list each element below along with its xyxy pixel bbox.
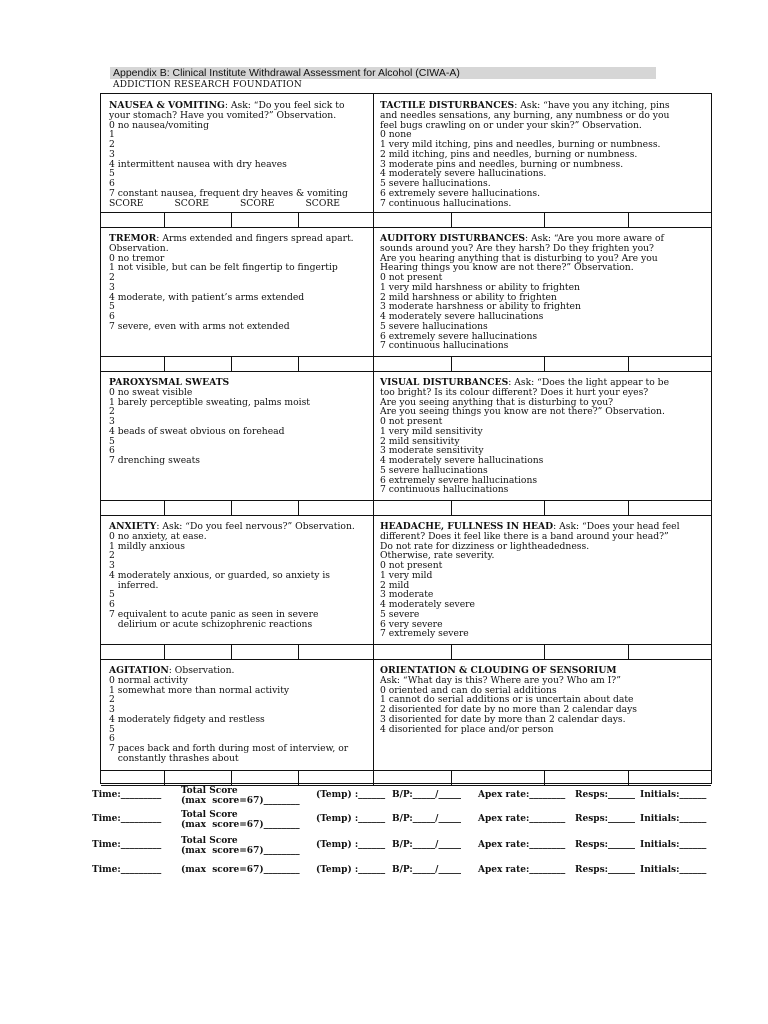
- score-box-divider: [298, 771, 299, 785]
- score-box-divider: [298, 213, 299, 227]
- score-label: SCORE: [305, 197, 340, 209]
- vitals-resps: Resps:______: [575, 790, 635, 800]
- item-line: delirium or acute schizophrenic reactions: [109, 618, 313, 630]
- item-line: 1 very mild itching, pins and needles, burning or numbness.: [380, 139, 661, 150]
- item-line: 7 drenching sweats: [109, 455, 201, 466]
- vitals-time: Time:_________: [92, 790, 162, 800]
- vitals-total-score-2: (max score=67)________: [181, 796, 300, 806]
- item-line: 6: [109, 445, 115, 457]
- item-line: 7 extremely severe: [380, 628, 469, 640]
- score-box-divider: [628, 357, 629, 371]
- item-heading: AGITATION: [109, 665, 169, 676]
- item-heading: NAUSEA & VOMITING: [109, 100, 225, 111]
- score-box-divider: [231, 771, 232, 785]
- item-left-1: [109, 234, 371, 332]
- score-entry-row: [101, 770, 711, 786]
- item-line: 4 moderately severe hallucinations: [380, 455, 544, 466]
- item-line: HEADACHE, FULLNESS IN HEAD: Ask: “Does your head feel: [380, 521, 680, 532]
- item-right-4: [380, 666, 708, 734]
- vitals-resps: Resps:______: [575, 814, 635, 824]
- score-label: SCORE: [174, 197, 209, 209]
- score-box-divider: [628, 501, 629, 515]
- vitals-row: [92, 861, 712, 883]
- item-left-3: [109, 522, 371, 629]
- vitals-total-score-1: Total Score: [181, 786, 238, 796]
- score-box-divider: [628, 771, 629, 785]
- item-line: 5 severe hallucinations.: [380, 178, 491, 189]
- score-entry-row: [101, 212, 711, 228]
- item-line: sounds around you? Are they harsh? Do they frighten you?: [380, 242, 654, 254]
- item-line: 3: [109, 416, 115, 427]
- item-line: VISUAL DISTURBANCES: Ask: “Does the light appear to be: [380, 377, 670, 388]
- score-box-divider: [373, 771, 374, 785]
- item-line: 5: [109, 301, 115, 313]
- item-line: 0 no sweat visible: [109, 386, 193, 398]
- item-line: feel bugs crawling on or under your skin?” Observation.: [380, 119, 642, 131]
- item-line: 6: [109, 311, 115, 322]
- score-box-divider: [373, 357, 374, 371]
- score-box-divider: [298, 501, 299, 515]
- vitals-initials: Initials:______: [640, 814, 707, 824]
- score-box-divider: [231, 501, 232, 515]
- vitals-row: [92, 786, 712, 808]
- item-line: 6 extremely severe hallucinations.: [380, 187, 541, 199]
- score-box-divider: [298, 357, 299, 371]
- item-line: 7 paces back and forth during most of interview, or: [109, 743, 349, 754]
- item-line: 2 mild: [380, 579, 410, 591]
- item-line: 3 moderate pins and needles, burning or numbness.: [380, 158, 624, 170]
- vitals-apex: Apex rate:________: [478, 840, 566, 850]
- item-line: 6 very severe: [380, 618, 443, 630]
- score-box-divider: [373, 645, 374, 659]
- vitals-initials: Initials:______: [640, 840, 707, 850]
- item-line: 3 moderate harshness or ability to frighten: [380, 301, 581, 313]
- appendix-title: Appendix B: Clinical Institute Withdrawal Assessment for Alcohol (CIWA-A): [110, 67, 656, 79]
- score-box-divider: [164, 501, 165, 515]
- item-line: 7 continuous hallucinations: [380, 340, 509, 352]
- item-line: ANXIETY: Ask: “Do you feel nervous?” Observation.: [109, 521, 355, 532]
- item-right-3: [380, 522, 708, 639]
- item-line: 5: [109, 435, 115, 447]
- score-box-divider: [628, 645, 629, 659]
- item-line: 0 no tremor: [109, 252, 165, 264]
- item-left-2: [109, 378, 371, 466]
- item-line: Are you seeing anything that is disturbing to you?: [380, 396, 614, 408]
- item-line: 6: [109, 178, 115, 189]
- score-box-divider: [164, 357, 165, 371]
- vitals-apex: Apex rate:________: [478, 790, 566, 800]
- score-box-divider: [451, 771, 452, 785]
- item-line: inferred.: [109, 579, 159, 591]
- item-line: 2: [109, 139, 115, 150]
- item-line: 3 disoriented for date by more than 2 calendar days.: [380, 713, 626, 725]
- vitals-total-score-2: (max score=67)________: [181, 820, 300, 830]
- item-line: 3: [109, 560, 115, 571]
- item-line: 0 normal activity: [109, 674, 188, 686]
- item-line: 2: [109, 406, 115, 418]
- score-entry-row: [101, 356, 711, 372]
- vitals-bp: B/P:_____/_____: [392, 790, 461, 800]
- item-line: 3: [109, 704, 115, 715]
- item-heading: ANXIETY: [109, 521, 157, 532]
- item-line: 1 cannot do serial additions or is uncertain about date: [380, 694, 634, 706]
- item-heading: AUDITORY DISTURBANCES: [380, 233, 525, 244]
- item-line: 1: [109, 129, 115, 141]
- item-line: your stomach? Have you vomited?” Observation.: [109, 109, 337, 121]
- item-line: 7 equivalent to acute panic as seen in severe: [109, 608, 319, 620]
- item-heading: VISUAL DISTURBANCES: [380, 377, 509, 388]
- vitals-bp: B/P:_____/_____: [392, 814, 461, 824]
- item-line: too bright? Is its colour different? Does it hurt your eyes?: [380, 386, 649, 398]
- item-line: Are you hearing anything that is disturbing to you? Are you: [380, 252, 658, 264]
- item-right-2: [380, 378, 708, 495]
- vitals-apex: Apex rate:________: [478, 865, 566, 875]
- item-heading: HEADACHE, FULLNESS IN HEAD: [380, 521, 554, 532]
- item-line: TACTILE DISTURBANCES: Ask: “have you any itching, pins: [380, 100, 670, 111]
- item-heading: TACTILE DISTURBANCES: [380, 100, 515, 111]
- score-box-divider: [628, 213, 629, 227]
- score-box-divider: [164, 771, 165, 785]
- score-box-divider: [451, 357, 452, 371]
- column-divider: [373, 94, 374, 783]
- vitals-row: [92, 836, 712, 858]
- score-box-divider: [373, 501, 374, 515]
- score-box-divider: [544, 213, 545, 227]
- item-line: NAUSEA & VOMITING: Ask: “Do you feel sick to: [109, 100, 345, 111]
- item-line: 7 severe, even with arms not extended: [109, 320, 290, 332]
- item-line: and needles sensations, any burning, any numbness or do you: [380, 109, 670, 121]
- item-line: 6 extremely severe hallucinations: [380, 474, 538, 486]
- vitals-resps: Resps:______: [575, 840, 635, 850]
- item-line: 4 moderately severe hallucinations: [380, 311, 544, 322]
- item-line: 4 moderately fidgety and restless: [109, 713, 265, 725]
- vitals-time: Time:_________: [92, 865, 162, 875]
- item-line: 0 not present: [380, 560, 443, 571]
- vitals-temp: (Temp) :______: [316, 814, 386, 824]
- vitals-initials: Initials:______: [640, 790, 707, 800]
- item-line: 5 severe: [380, 608, 420, 620]
- item-line: 3 moderate sensitivity: [380, 445, 484, 457]
- item-line: Hearing things you know are not there?” Observation.: [380, 262, 634, 274]
- score-label: SCORE: [240, 197, 275, 209]
- score-box-divider: [451, 501, 452, 515]
- vitals-bp: B/P:_____/_____: [392, 840, 461, 850]
- item-line: 6 extremely severe hallucinations: [380, 330, 538, 342]
- item-line: 2: [109, 272, 115, 283]
- score-box-divider: [544, 771, 545, 785]
- item-line: 0 not present: [380, 272, 443, 283]
- item-line: 2 mild itching, pins and needles, burning or numbness.: [380, 148, 638, 160]
- item-line: 1 very mild harshness or ability to frighten: [380, 281, 580, 293]
- vitals-apex: Apex rate:________: [478, 814, 566, 824]
- vitals-total-score-1: Total Score: [181, 836, 238, 846]
- item-line: Do not rate for dizziness or lightheadedness.: [380, 540, 590, 552]
- vitals-bp: B/P:_____/_____: [392, 865, 461, 875]
- item-line: 4 moderately severe: [380, 599, 475, 610]
- item-line: 3: [109, 281, 115, 293]
- organization-name: ADDICTION RESEARCH FOUNDATION: [113, 80, 302, 90]
- item-line: Ask: “What day is this? Where are you? Who am I?”: [380, 674, 621, 686]
- item-line: AGITATION: Observation.: [109, 665, 235, 676]
- score-box-divider: [298, 645, 299, 659]
- item-line: 2 mild harshness or ability to frighten: [380, 291, 557, 303]
- item-line: 7 continuous hallucinations.: [380, 197, 512, 209]
- score-entry-row: [101, 500, 711, 516]
- score-box-divider: [544, 357, 545, 371]
- item-line: 4 moderately anxious, or guarded, so anxiety is: [109, 569, 331, 581]
- item-line: TREMOR: Arms extended and fingers spread apart.: [109, 233, 354, 244]
- item-line: AUDITORY DISTURBANCES: Ask: “Are you more aware of: [380, 233, 664, 244]
- item-line: 5: [109, 168, 115, 180]
- item-left-4: [109, 666, 371, 764]
- item-line: 5 severe hallucinations: [380, 320, 488, 332]
- item-line: 4 beads of sweat obvious on forehead: [109, 425, 285, 437]
- score-box-divider: [451, 645, 452, 659]
- item-line: 3 moderate: [380, 589, 434, 601]
- item-line: 2: [109, 694, 115, 706]
- score-box-divider: [544, 645, 545, 659]
- item-line: 4 disoriented for place and/or person: [380, 723, 554, 735]
- item-line: 0 none: [380, 129, 412, 141]
- item-line: 1 very mild: [380, 569, 433, 581]
- item-line: 0 no nausea/vomiting: [109, 119, 209, 131]
- score-box-divider: [164, 213, 165, 227]
- item-line: 4 intermittent nausea with dry heaves: [109, 158, 287, 170]
- assessment-grid: [100, 93, 712, 784]
- vitals-initials: Initials:______: [640, 865, 707, 875]
- score-box-divider: [164, 645, 165, 659]
- item-line: 3: [109, 148, 115, 160]
- item-line: 4 moderately severe hallucinations.: [380, 168, 547, 180]
- item-right-0: [380, 101, 708, 208]
- vitals-temp: (Temp) :______: [316, 840, 386, 850]
- item-line: 1 very mild sensitivity: [380, 425, 483, 437]
- score-label: SCORE: [109, 197, 144, 209]
- vitals-resps: Resps:______: [575, 865, 635, 875]
- item-line: 0 oriented and can do serial additions: [380, 684, 557, 696]
- vitals-time: Time:_________: [92, 814, 162, 824]
- vitals-row: [92, 810, 712, 832]
- item-line: 0 no anxiety, at ease.: [109, 530, 207, 542]
- score-box-divider: [451, 213, 452, 227]
- vitals-total-score-1: (max score=67)________: [181, 865, 300, 875]
- item-line: 5 severe hallucinations: [380, 464, 488, 476]
- vitals-temp: (Temp) :______: [316, 865, 386, 875]
- item-right-1: [380, 234, 708, 351]
- item-line: 5: [109, 723, 115, 735]
- item-line: 5: [109, 589, 115, 601]
- score-entry-row: [101, 644, 711, 660]
- item-line: Observation.: [109, 242, 169, 254]
- score-box-divider: [373, 213, 374, 227]
- item-line: 2 mild sensitivity: [380, 435, 460, 447]
- item-left-0: [109, 101, 371, 208]
- score-box-divider: [231, 357, 232, 371]
- vitals-temp: (Temp) :______: [316, 790, 386, 800]
- vitals-total-score-2: (max score=67)________: [181, 846, 300, 856]
- item-line: 4 moderate, with patient’s arms extended: [109, 291, 305, 303]
- score-labels: [109, 199, 371, 209]
- vitals-total-score-1: Total Score: [181, 810, 238, 820]
- score-box-divider: [231, 213, 232, 227]
- item-line: 6: [109, 599, 115, 610]
- item-line: 0 not present: [380, 416, 443, 427]
- item-line: Otherwise, rate severity.: [380, 550, 495, 562]
- score-box-divider: [544, 501, 545, 515]
- item-line: 1 barely perceptible sweating, palms moist: [109, 396, 310, 408]
- score-box-divider: [231, 645, 232, 659]
- item-line: constantly thrashes about: [109, 752, 239, 764]
- item-heading: ORIENTATION & CLOUDING OF SENSORIUM: [380, 665, 617, 676]
- item-line: 1 not visible, but can be felt fingertip to fingertip: [109, 262, 338, 274]
- item-line: 2: [109, 550, 115, 562]
- vitals-time: Time:_________: [92, 840, 162, 850]
- item-line: 7 constant nausea, frequent dry heaves & vomiting: [109, 187, 348, 199]
- item-line: 1 mildly anxious: [109, 540, 185, 552]
- item-line: 6: [109, 733, 115, 745]
- item-line: Are you seeing things you know are not there?” Observation.: [380, 406, 665, 418]
- item-line: 1 somewhat more than normal activity: [109, 684, 290, 696]
- item-heading: PAROXYSMAL SWEATS: [109, 377, 230, 388]
- item-line: different? Does it feel like there is a band around your head?”: [380, 530, 669, 542]
- item-line: 2 disoriented for date by no more than 2 calendar days: [380, 704, 637, 715]
- item-heading: TREMOR: [109, 233, 157, 244]
- item-line: 7 continuous hallucinations: [380, 484, 509, 496]
